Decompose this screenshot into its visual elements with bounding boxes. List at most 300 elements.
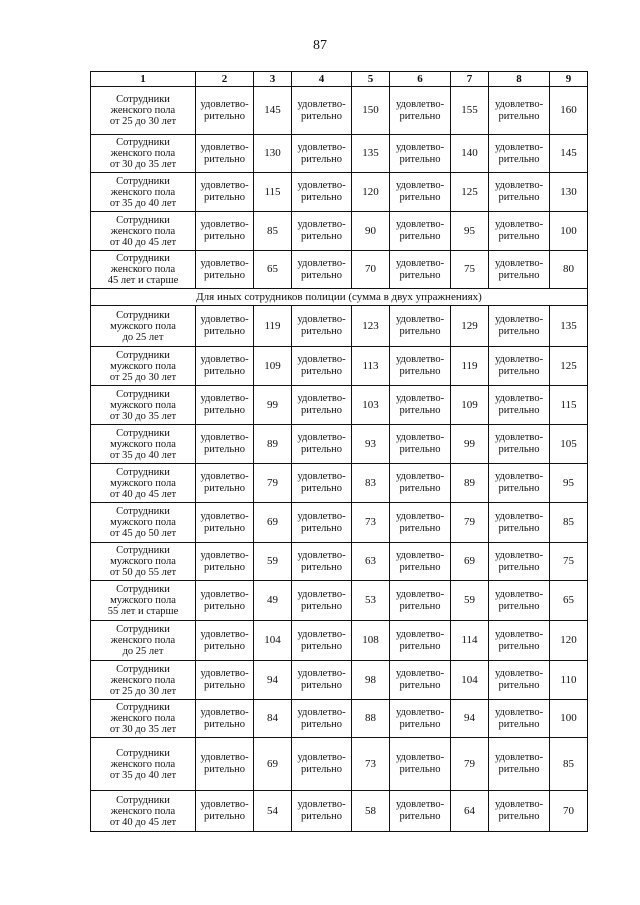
category-cell (91, 87, 196, 135)
grade-line: рительно (498, 600, 540, 612)
value-cell: 113 (352, 347, 390, 386)
grade-cell (489, 791, 550, 832)
table-row (91, 543, 588, 581)
grade-line: удовлетво- (200, 393, 249, 404)
grade-line: рительно (399, 811, 441, 822)
page-number: 87 (313, 38, 327, 53)
col-header: 3 (254, 72, 292, 87)
value-cell: 129 (451, 306, 489, 347)
grade-cell (489, 87, 550, 135)
grade-line: рительно (498, 718, 540, 730)
category-line: Сотрудники (116, 545, 170, 556)
value-cell: 69 (254, 503, 292, 543)
grade-cell (196, 791, 254, 832)
grade-cell (489, 135, 550, 173)
grade-cell (489, 251, 550, 289)
grade-cell (390, 661, 451, 700)
table-row (91, 738, 588, 791)
category-cell (91, 135, 196, 173)
grade-line: рительно (498, 561, 540, 573)
table-row (91, 87, 588, 135)
category-line: от 50 до 55 лет (109, 567, 177, 578)
col-header: 6 (390, 72, 451, 87)
category-line: Сотрудники (116, 584, 170, 595)
grade-line: удовлетво- (200, 588, 249, 600)
grade-line: удовлетво- (395, 432, 445, 443)
grade-line: рительно (300, 561, 342, 573)
table-row (91, 661, 588, 700)
grade-cell (196, 661, 254, 700)
grade-cell (489, 661, 550, 700)
category-line: от 40 до 45 лет (109, 488, 177, 500)
grade-line: удовлетво- (494, 799, 544, 810)
grade-line: удовлетво- (297, 180, 346, 191)
section-row (91, 289, 588, 306)
grade-cell (489, 306, 550, 347)
grade-cell (489, 738, 550, 791)
grade-line: рительно (203, 231, 245, 242)
value-cell: 110 (550, 661, 588, 700)
grade-line: удовлетво- (297, 141, 346, 153)
value-cell: 95 (550, 464, 588, 503)
table-body-bottom (91, 306, 588, 832)
grade-cell (390, 87, 451, 135)
grade-line: рительно (300, 718, 342, 730)
value-cell: 94 (254, 661, 292, 700)
grade-line: рительно (399, 192, 441, 203)
grade-cell (292, 581, 352, 621)
category-line: женского пола (110, 225, 176, 237)
grade-line: рительно (300, 231, 342, 242)
grade-cell (292, 135, 352, 173)
grade-cell (390, 543, 451, 581)
grade-line: удовлетво- (395, 510, 445, 522)
value-cell: 125 (451, 173, 489, 212)
norms-table (90, 71, 588, 832)
table-row (91, 581, 588, 621)
value-cell: 100 (550, 212, 588, 251)
grade-cell (489, 212, 550, 251)
grade-line: рительно (399, 444, 441, 455)
grade-cell (196, 581, 254, 621)
value-cell: 59 (451, 581, 489, 621)
grade-line: рительно (498, 153, 540, 165)
table-row (91, 135, 588, 173)
grade-line: рительно (203, 192, 245, 203)
grade-cell (489, 464, 550, 503)
grade-cell (292, 173, 352, 212)
value-cell: 119 (451, 347, 489, 386)
grade-line: удовлетво- (297, 799, 346, 810)
table-row (91, 347, 588, 386)
category-line: от 25 до 30 лет (109, 685, 177, 697)
grade-cell (292, 251, 352, 289)
value-cell: 79 (254, 464, 292, 503)
section-body (91, 289, 588, 306)
grade-cell (196, 173, 254, 212)
grade-cell (292, 661, 352, 700)
grade-cell (390, 212, 451, 251)
value-cell: 95 (451, 212, 489, 251)
value-cell: 120 (550, 621, 588, 661)
grade-line: удовлетво- (395, 257, 445, 269)
value-cell: 69 (451, 543, 489, 581)
table-row (91, 251, 588, 289)
grade-line: удовлетво- (297, 471, 346, 482)
category-cell (91, 503, 196, 543)
value-cell: 160 (550, 87, 588, 135)
category-line: женского пола (110, 758, 176, 770)
grade-line: рительно (399, 600, 441, 612)
grade-line: удовлетво- (297, 628, 346, 640)
grade-line: удовлетво- (200, 257, 249, 269)
category-line: женского пола (110, 713, 176, 724)
category-cell (91, 661, 196, 700)
grade-line: удовлетво- (297, 219, 346, 230)
grade-line: удовлетво- (395, 219, 445, 230)
value-cell: 89 (451, 464, 489, 503)
category-cell (91, 791, 196, 832)
grade-line: рительно (498, 680, 540, 691)
grade-line: удовлетво- (200, 98, 249, 110)
category-line: Сотрудники (116, 137, 170, 148)
grade-line: удовлетво- (200, 471, 249, 482)
grade-cell (390, 700, 451, 738)
value-cell: 130 (254, 135, 292, 173)
category-line: 55 лет и старше (107, 606, 179, 617)
grade-line: рительно (300, 811, 342, 822)
category-line: мужского пола (110, 517, 176, 528)
value-cell: 53 (352, 581, 390, 621)
category-cell (91, 581, 196, 621)
value-cell: 73 (352, 503, 390, 543)
table-row (91, 425, 588, 464)
grade-line: рительно (498, 405, 540, 416)
grade-line: рительно (203, 522, 245, 534)
value-cell: 150 (352, 87, 390, 135)
grade-line: рительно (498, 640, 540, 652)
table-row (91, 700, 588, 738)
grade-line: рительно (300, 680, 342, 691)
grade-cell (390, 581, 451, 621)
grade-line: рительно (399, 405, 441, 416)
col-header: 2 (196, 72, 254, 87)
category-cell (91, 306, 196, 347)
grade-cell (292, 386, 352, 425)
header-row (91, 72, 588, 87)
category-line: от 30 до 35 лет (109, 159, 177, 170)
grade-cell (292, 464, 352, 503)
grade-line: рительно (399, 718, 441, 730)
grade-cell (390, 135, 451, 173)
grade-line: рительно (203, 366, 245, 377)
value-cell: 75 (451, 251, 489, 289)
grade-line: рительно (399, 483, 441, 494)
grade-line: рительно (399, 522, 441, 534)
value-cell: 59 (254, 543, 292, 581)
grade-line: рительно (300, 326, 342, 337)
grade-line: удовлетво- (494, 628, 544, 640)
value-cell: 109 (254, 347, 292, 386)
grade-cell (292, 700, 352, 738)
grade-cell (390, 503, 451, 543)
value-cell: 108 (352, 621, 390, 661)
grade-cell (489, 386, 550, 425)
category-line: до 25 лет (122, 646, 164, 657)
grade-line: удовлетво- (494, 98, 544, 110)
grade-line: удовлетво- (395, 668, 445, 679)
grade-line: удовлетво- (297, 98, 346, 110)
value-cell: 125 (550, 347, 588, 386)
grade-line: удовлетво- (297, 314, 346, 325)
grade-line: удовлетво- (494, 510, 544, 522)
grade-line: рительно (300, 153, 342, 165)
category-cell (91, 251, 196, 289)
value-cell: 114 (451, 621, 489, 661)
grade-line: удовлетво- (200, 668, 249, 679)
grade-cell (489, 581, 550, 621)
grade-cell (390, 425, 451, 464)
grade-line: удовлетво- (200, 752, 249, 763)
value-cell: 119 (254, 306, 292, 347)
grade-line: рительно (399, 153, 441, 165)
grade-line: удовлетво- (494, 180, 544, 191)
grade-line: рительно (399, 640, 441, 652)
grade-cell (196, 503, 254, 543)
category-line: мужского пола (110, 556, 176, 567)
value-cell: 79 (451, 738, 489, 791)
grade-line: удовлетво- (494, 752, 544, 763)
grade-line: рительно (300, 405, 342, 416)
section-title: Для иных сотрудников полиции (сумма в двух упражнениях) (91, 289, 588, 306)
grade-cell (390, 251, 451, 289)
category-line: женского пола (110, 148, 176, 159)
grade-line: рительно (300, 110, 342, 122)
grade-line: рительно (498, 366, 540, 377)
col-header: 4 (292, 72, 352, 87)
value-cell: 99 (451, 425, 489, 464)
category-line: от 45 до 50 лет (109, 528, 177, 539)
grade-line: рительно (203, 444, 245, 455)
category-line: Сотрудники (116, 747, 170, 759)
grade-line: рительно (300, 366, 342, 377)
value-cell: 98 (352, 661, 390, 700)
grade-line: удовлетво- (297, 752, 346, 763)
grade-cell (489, 173, 550, 212)
grade-cell (292, 87, 352, 135)
grade-line: удовлетво- (395, 752, 445, 763)
grade-line: удовлетво- (494, 432, 544, 443)
grade-line: удовлетво- (297, 588, 346, 600)
grade-line: удовлетво- (395, 314, 445, 325)
category-cell (91, 543, 196, 581)
category-cell (91, 347, 196, 386)
grade-cell (489, 621, 550, 661)
grade-line: удовлетво- (297, 432, 346, 443)
value-cell: 140 (451, 135, 489, 173)
category-line: мужского пола (110, 595, 176, 606)
category-line: мужского пола (110, 360, 176, 372)
category-line: Сотрудники (116, 388, 170, 400)
category-line: от 35 до 40 лет (109, 769, 177, 781)
grade-line: рительно (203, 110, 245, 122)
grade-line: удовлетво- (494, 141, 544, 153)
grade-line: рительно (399, 680, 441, 691)
grade-line: рительно (203, 561, 245, 573)
grade-line: удовлетво- (494, 257, 544, 269)
grade-cell (489, 543, 550, 581)
grade-cell (196, 621, 254, 661)
grade-line: удовлетво- (494, 668, 544, 679)
category-line: женского пола (110, 635, 176, 646)
grade-line: удовлетво- (297, 393, 346, 404)
grade-line: рительно (203, 764, 245, 775)
value-cell: 73 (352, 738, 390, 791)
table-row (91, 464, 588, 503)
grade-line: рительно (399, 231, 441, 242)
value-cell: 85 (254, 212, 292, 251)
value-cell: 85 (550, 503, 588, 543)
value-cell: 93 (352, 425, 390, 464)
grade-line: рительно (399, 110, 441, 122)
category-cell (91, 464, 196, 503)
grade-line: рительно (300, 640, 342, 652)
grade-line: удовлетво- (200, 628, 249, 640)
grade-line: удовлетво- (395, 141, 445, 153)
value-cell: 63 (352, 543, 390, 581)
grade-cell (292, 306, 352, 347)
grade-line: рительно (498, 326, 540, 337)
value-cell: 123 (352, 306, 390, 347)
grade-cell (292, 503, 352, 543)
value-cell: 115 (550, 386, 588, 425)
category-line: мужского пола (110, 320, 176, 332)
grade-line: рительно (399, 561, 441, 573)
grade-line: рительно (203, 269, 245, 281)
grade-line: рительно (498, 811, 540, 822)
grade-line: рительно (300, 444, 342, 455)
table-row (91, 386, 588, 425)
value-cell: 54 (254, 791, 292, 832)
grade-cell (292, 543, 352, 581)
value-cell: 70 (352, 251, 390, 289)
category-cell (91, 621, 196, 661)
category-cell (91, 425, 196, 464)
category-line: Сотрудники (116, 506, 170, 517)
value-cell: 109 (451, 386, 489, 425)
grade-cell (196, 738, 254, 791)
value-cell: 88 (352, 700, 390, 738)
grade-cell (489, 347, 550, 386)
grade-line: рительно (300, 192, 342, 203)
grade-line: удовлетво- (395, 628, 445, 640)
grade-line: удовлетво- (200, 549, 249, 561)
grade-line: удовлетво- (395, 799, 445, 810)
grade-line: удовлетво- (200, 432, 249, 443)
value-cell: 135 (550, 306, 588, 347)
category-line: от 25 до 30 лет (109, 371, 177, 383)
grade-cell (390, 738, 451, 791)
grade-cell (196, 700, 254, 738)
category-cell (91, 386, 196, 425)
category-line: Сотрудники (116, 663, 170, 675)
table-row (91, 503, 588, 543)
category-line: от 30 до 35 лет (109, 410, 177, 422)
grade-line: рительно (203, 811, 245, 822)
category-line: мужского пола (110, 438, 176, 450)
grade-line: удовлетво- (494, 393, 544, 404)
value-cell: 49 (254, 581, 292, 621)
value-cell: 145 (550, 135, 588, 173)
grade-line: рительно (300, 483, 342, 494)
grade-line: рительно (498, 269, 540, 281)
value-cell: 75 (550, 543, 588, 581)
grade-line: удовлетво- (200, 219, 249, 230)
category-cell (91, 212, 196, 251)
grade-line: рительно (498, 764, 540, 775)
category-line: Сотрудники (116, 94, 170, 105)
grade-cell (390, 173, 451, 212)
value-cell: 103 (352, 386, 390, 425)
grade-cell (489, 425, 550, 464)
category-line: женского пола (110, 674, 176, 686)
grade-line: удовлетво- (395, 98, 445, 110)
grade-line: удовлетво- (200, 141, 249, 153)
value-cell: 85 (550, 738, 588, 791)
grade-line: удовлетво- (494, 219, 544, 230)
value-cell: 79 (451, 503, 489, 543)
table-row (91, 173, 588, 212)
col-header: 9 (550, 72, 588, 87)
grade-line: удовлетво- (494, 354, 544, 365)
grade-cell (489, 503, 550, 543)
category-line: Сотрудники (116, 214, 170, 226)
grade-line: рительно (300, 600, 342, 612)
grade-line: удовлетво- (200, 314, 249, 325)
grade-cell (196, 386, 254, 425)
grade-line: удовлетво- (297, 668, 346, 679)
category-cell (91, 700, 196, 738)
value-cell: 90 (352, 212, 390, 251)
category-line: Сотрудники (116, 702, 170, 713)
value-cell: 135 (352, 135, 390, 173)
grade-line: рительно (498, 192, 540, 203)
grade-line: удовлетво- (395, 393, 445, 404)
category-line: женского пола (110, 264, 176, 275)
grade-line: удовлетво- (494, 471, 544, 482)
grade-line: удовлетво- (395, 549, 445, 561)
grade-cell (196, 425, 254, 464)
grade-cell (390, 621, 451, 661)
category-line: Сотрудники (116, 309, 170, 321)
category-line: женского пола (110, 805, 176, 817)
grade-line: удовлетво- (200, 180, 249, 191)
grade-cell (390, 464, 451, 503)
grade-cell (390, 347, 451, 386)
value-cell: 94 (451, 700, 489, 738)
grade-line: рительно (498, 522, 540, 534)
grade-line: удовлетво- (395, 180, 445, 191)
category-line: Сотрудники (116, 175, 170, 187)
category-line: мужского пола (110, 477, 176, 489)
category-line: Сотрудники (116, 466, 170, 478)
grade-line: удовлетво- (395, 588, 445, 600)
grade-line: удовлетво- (297, 510, 346, 522)
grade-cell (292, 212, 352, 251)
category-line: от 35 до 40 лет (109, 197, 177, 209)
value-cell: 64 (451, 791, 489, 832)
grade-line: удовлетво- (395, 471, 445, 482)
